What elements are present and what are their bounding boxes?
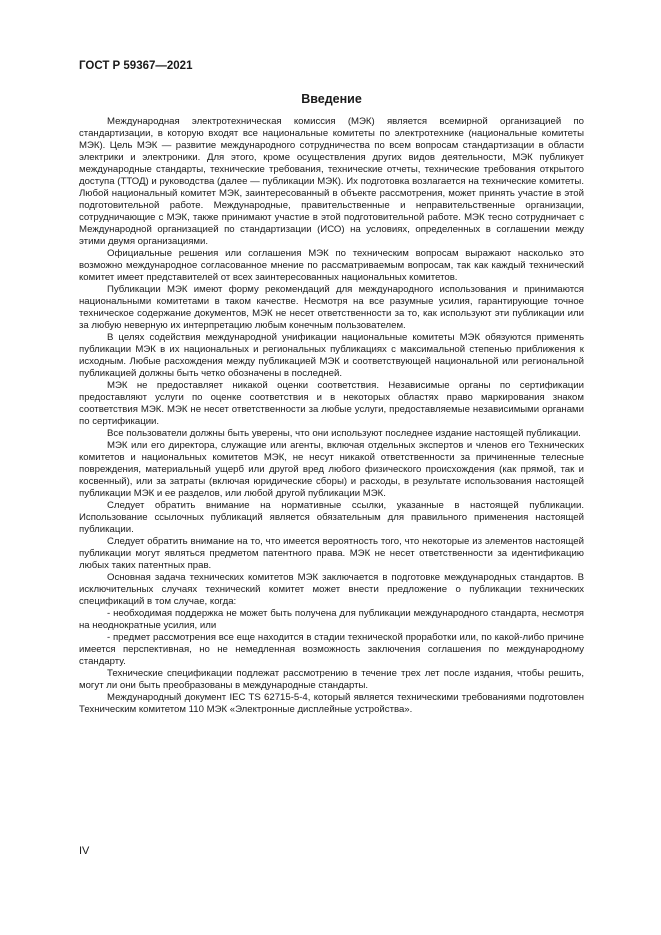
paragraph: Следует обратить внимание на то, что имеется вероятность того, что некоторые из элементов настоящей публикации могут являться предметом патентного права. МЭК не несет ответственности за идентификацию любых таких патентных прав.	[79, 536, 584, 571]
paragraph: МЭК или его директора, служащие или агенты, включая отдельных экспертов и членов его Технических комитетов и национальных комитетов МЭК, не несут никакой ответственности за причиненные телесные повреждения, материальный ущерб или другой вред любого физического происхождения (как прямой, так и косвенный), или за затраты (включая юридические сборы) и расходы, в результате использования настоящей публикации МЭК и ее разделов, или любой другой публикации МЭК.	[79, 440, 584, 499]
paragraph: Официальные решения или соглашения МЭК по техническим вопросам выражают насколько это возможно международное согласованное мнение по рассматриваемым вопросам, так как каждый технический комитет имеет представителей от всех заинтересованных национальных комитетов.	[79, 248, 584, 283]
paragraph: Следует обратить внимание на нормативные ссылки, указанные в настоящей публикации. Использование ссылочных публикаций является обязательным для правильного применения настоящей публикации.	[79, 500, 584, 535]
paragraph: Все пользователи должны быть уверены, что они используют последнее издание настоящей публикации.	[107, 428, 581, 439]
standard-header: ГОСТ Р 59367—2021	[79, 60, 193, 72]
list-item: - необходимая поддержка не может быть получена для публикации международного стандарта, несмотря на неоднократные усилия, или	[79, 608, 584, 631]
paragraph: Основная задача технических комитетов МЭК заключается в подготовке международных стандартов. В исключительных случаях технический комитет может внести предложение о публикации технических спецификаций в том случае, когда:	[79, 572, 584, 607]
paragraph: МЭК не предоставляет никакой оценки соответствия. Независимые органы по сертификации предоставляют услуги по оценке соответствия и в некоторых областях право маркирования знаком соответствия МЭК. МЭК не несет ответственности за любые услуги, предоставляемые независимыми органами по сертификации.	[79, 380, 584, 427]
paragraph: В целях содействия международной унификации национальные комитеты МЭК обязуются применять публикации МЭК в их национальных и региональных публикациях с максимальной степенью приближения к исходным. Любые расхождения между публикацией МЭК и соответствующей национальной или региональной публикацией должны быть четко обозначены в последней.	[79, 332, 584, 379]
paragraph: Технические спецификации подлежат рассмотрению в течение трех лет после издания, чтобы решить, могут ли они быть преобразованы в международные стандарты.	[79, 668, 584, 691]
list-item: - предмет рассмотрения все еще находится в стадии технической проработки или, по какой-либо причине имеется перспективная, но не немедленная возможность заключения соглашения по международному стандарту.	[79, 632, 584, 667]
paragraph: Международный документ IEC TS 62715-5-4, который является техническими требованиями подготовлен Техническим комитетом 110 МЭК «Электронные дисплейные устройства».	[79, 692, 584, 715]
section-title: Введение	[301, 92, 362, 106]
document-body	[79, 116, 584, 716]
page-number: IV	[79, 845, 90, 857]
paragraph: Публикации МЭК имеют форму рекомендаций для международного использования и принимаются национальными комитетами в таком качестве. Несмотря на все разумные усилия, гарантирующие точное техническое содержание документов, МЭК не несет ответственности за то, как используют эти публикации или за любую неверную их интерпретацию любым конечным пользователем.	[79, 284, 584, 331]
paragraph: Международная электротехническая комиссия (МЭК) является всемирной организацией по стандартизации, в которую входят все национальные комитеты по электротехнике (национальные комитеты МЭК). Цель МЭК — развитие международного сотрудничества по всем вопросам стандартизации в области электрики и электроники. Для этого, кроме осуществления других видов деятельности, МЭК публикует международные стандарты, технические требования, технические отчеты, технические требования открытого доступа (ТТОД) и руководства (далее — публикации МЭК). Их подготовка возлагается на технические комитеты. Любой национальный комитет МЭК, заинтересованный в объекте рассмотрения, может принять участие в этой подготовительной работе. Международные, правительственные и неправительственные организации, сотрудничающие с МЭК, также принимают участие в этой подготовительной работе. МЭК тесно сотрудничает с Международной организацией по стандартизации (ИСО) на условиях, определенных в соглашении между этими двумя организациями.	[79, 116, 584, 247]
